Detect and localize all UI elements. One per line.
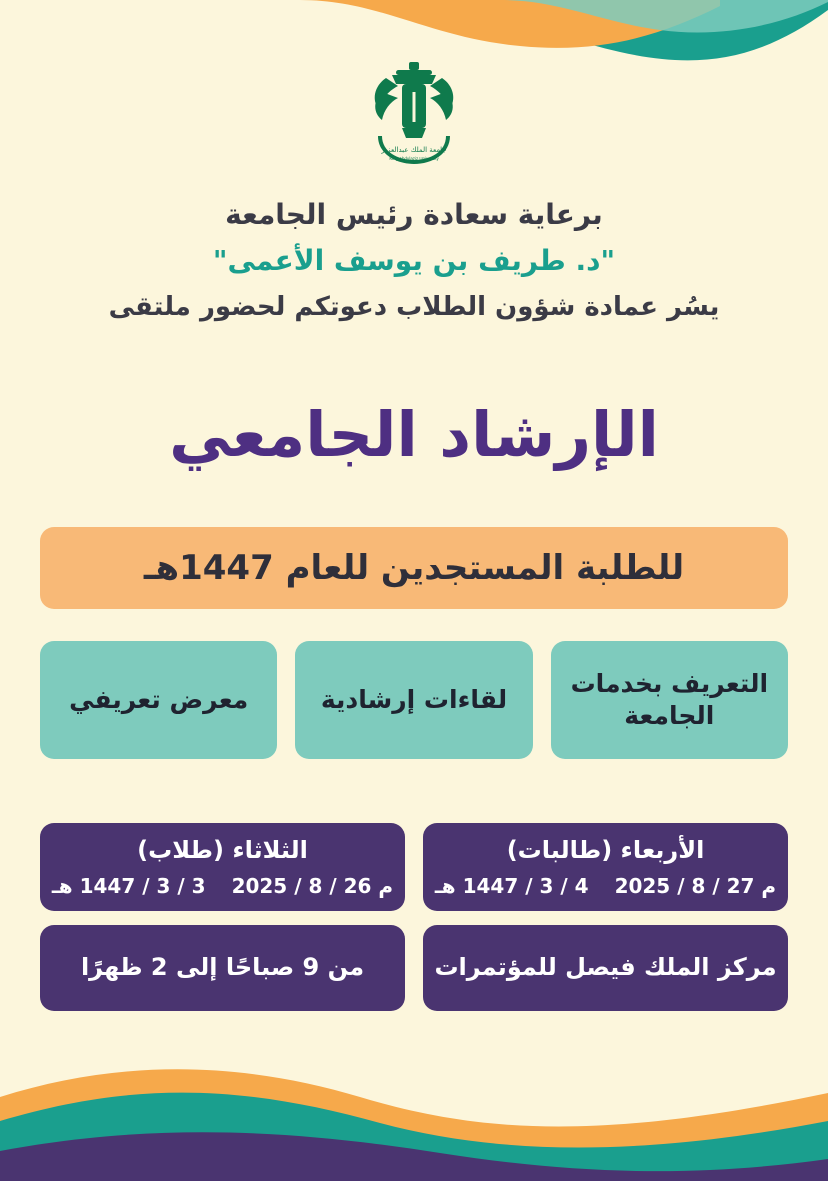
schedule-card-tuesday — [40, 823, 405, 911]
subtitle-banner-label: للطلبة المستجدين للعام 1447هـ — [143, 548, 685, 588]
feature-label: لقاءات إرشادية — [320, 684, 508, 714]
schedule-hijri-date: 3 / 3 / 1447 هـ — [51, 873, 206, 898]
page-title: الإرشاد الجامعي — [169, 398, 659, 471]
schedule-hijri-date: 4 / 3 / 1447 هـ — [434, 873, 589, 898]
logo-english-caption: King Abdulaziz University — [389, 156, 439, 161]
feature-card-services — [551, 641, 788, 759]
schedule-day-label: الأربعاء (طالبات) — [506, 836, 705, 865]
logo-container — [0, 48, 828, 166]
schedule-dates-row — [435, 873, 776, 899]
details-card-list — [40, 925, 788, 1011]
schedule-day-label: الثلاثاء (طلاب) — [137, 836, 308, 865]
header-text-block — [0, 196, 828, 325]
university-crest-icon — [362, 48, 466, 166]
feature-label: معرض تعريفي — [69, 684, 249, 714]
patronage-line: برعاية سعادة رئيس الجامعة — [225, 198, 603, 231]
schedule-card-list — [40, 823, 788, 911]
bottom-wave-decoration — [0, 1001, 828, 1181]
time-label: من 9 صباحًا إلى 2 ظهرًا — [80, 953, 365, 982]
venue-card — [423, 925, 788, 1011]
time-card — [40, 925, 405, 1011]
invitation-line: يسُر عمادة شؤون الطلاب دعوتكم لحضور ملتقى — [108, 291, 720, 322]
feature-label: التعريف بخدمات الجامعة — [570, 668, 769, 730]
president-name: "د. طريف بن يوسف الأعمى" — [212, 243, 616, 277]
venue-label: مركز الملك فيصل للمؤتمرات — [434, 953, 777, 982]
subtitle-banner — [40, 527, 788, 609]
feature-card-sessions — [295, 641, 532, 759]
feature-card-exhibition — [40, 641, 277, 759]
university-logo — [362, 48, 466, 166]
schedule-gregorian-date: م 27 / 8 / 2025 — [614, 873, 777, 898]
feature-card-list — [40, 641, 788, 759]
schedule-dates-row — [52, 873, 393, 899]
schedule-card-wednesday — [423, 823, 788, 911]
logo-arabic-caption: جامعة الملك عبدالعزيز — [381, 146, 447, 154]
schedule-gregorian-date: م 26 / 8 / 2025 — [231, 873, 394, 898]
